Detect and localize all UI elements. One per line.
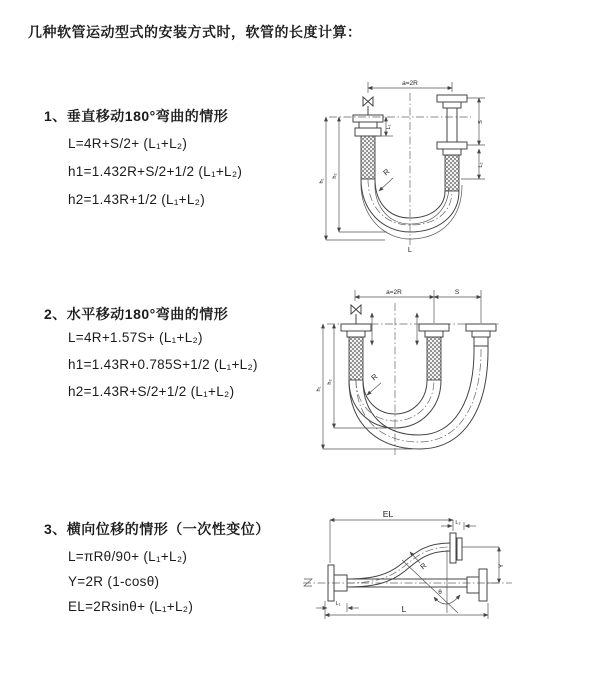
braided-hose-section <box>361 136 375 179</box>
displaced-flange-fitting <box>450 533 462 563</box>
radius-callout <box>367 372 381 395</box>
section-2-heading: 2、水平移动180°弯曲的情形 <box>44 306 229 322</box>
dim-label-h2: h₂ <box>332 173 338 179</box>
dimension-a-2r <box>368 80 452 93</box>
dimension-l2 <box>461 149 485 179</box>
section-2-formula-L: L=4R+1.57S+ (L₁+L₂) <box>68 330 203 345</box>
valve-icon <box>363 97 373 115</box>
dim-label-s: S <box>454 289 460 296</box>
hose-displaced-position <box>347 543 450 587</box>
fitting-length-marks <box>372 313 417 345</box>
dim-label-h1: h₁ <box>319 178 325 184</box>
dim-label-el: EL <box>382 509 394 519</box>
dimension-l1 <box>377 117 393 136</box>
braided-hose-section <box>349 337 363 380</box>
page-title: 几种软管运动型式的安装方式时，软管的长度计算： <box>28 24 362 40</box>
centerline-break-symbol <box>304 579 312 586</box>
middle-flange-fitting <box>419 324 449 380</box>
dimension-s <box>467 98 485 145</box>
dim-label-r: R <box>369 371 380 383</box>
diagram-vertical-180-bend <box>315 75 590 255</box>
dim-label-theta: θ <box>438 589 442 596</box>
dim-label-y: Y <box>498 563 505 569</box>
left-flange-fitting <box>341 324 371 380</box>
dimension-l2 <box>441 520 476 530</box>
hose-u-bend-position-2 <box>349 346 488 449</box>
section-3-formula-EL: EL=2Rsinθ+ (L₁+L₂) <box>68 599 194 614</box>
diagram-horizontal-180-bend <box>315 283 590 465</box>
dim-label-r: R <box>418 560 429 572</box>
section-3-heading: 3、横向位移的情形（一次性变位） <box>44 521 270 537</box>
section-3-formula-L: L=πRθ/90+ (L₁+L₂) <box>68 549 188 564</box>
dimension-l1 <box>316 601 359 612</box>
dim-label-r: R <box>381 166 392 178</box>
dimension-l <box>325 601 488 619</box>
valve-icon <box>351 305 361 324</box>
left-flange-fitting <box>353 115 383 179</box>
right-flange-fitting <box>437 95 467 191</box>
radius-callout <box>379 167 393 191</box>
dim-label-l: L <box>401 604 407 614</box>
dim-label-a: a=2R <box>386 289 402 296</box>
dim-label-l1: L₁ <box>335 601 341 607</box>
dimension-a-2r <box>355 289 434 323</box>
section-1-formula-L: L=4R+S/2+ (L₁+L₂) <box>68 136 188 151</box>
dim-label-h1: h₁ <box>316 386 322 392</box>
right-flange-fitting <box>467 569 487 601</box>
dimension-h1 <box>316 324 413 449</box>
dim-label-l2: L₂ <box>455 520 461 526</box>
diagram-lateral-displacement <box>300 505 590 650</box>
dimension-h2 <box>332 117 387 232</box>
section-2-formula-h2: h2=1.43R+S/2+1/2 (L₁+L₂) <box>68 384 235 399</box>
braided-hose-section <box>445 155 459 191</box>
angle-theta <box>402 550 460 613</box>
dim-label-l2: L₂ <box>478 162 484 168</box>
dim-label-l: L <box>407 245 413 254</box>
dim-label-a: a=2R <box>402 80 418 87</box>
braided-hose-section <box>427 337 441 380</box>
dimension-el <box>330 509 453 563</box>
dim-label-s: S <box>478 120 484 124</box>
dimension-s <box>434 289 481 323</box>
section-1-formula-h2: h2=1.43R+1/2 (L₁+L₂) <box>68 192 206 207</box>
right-flange-fitting <box>466 324 496 346</box>
dimension-y <box>462 547 505 583</box>
section-1-heading: 1、垂直移动180°弯曲的情形 <box>44 108 229 124</box>
section-2-formula-h1: h1=1.43R+0.785S+1/2 (L₁+L₂) <box>68 357 258 372</box>
dim-label-h2: h₂ <box>327 379 333 385</box>
section-3-formula-Y: Y=2R (1-cosθ) <box>68 574 160 589</box>
section-1-formula-h1: h1=1.432R+S/2+1/2 (L₁+L₂) <box>68 164 243 179</box>
dim-label-l1: L₁ <box>386 124 392 130</box>
